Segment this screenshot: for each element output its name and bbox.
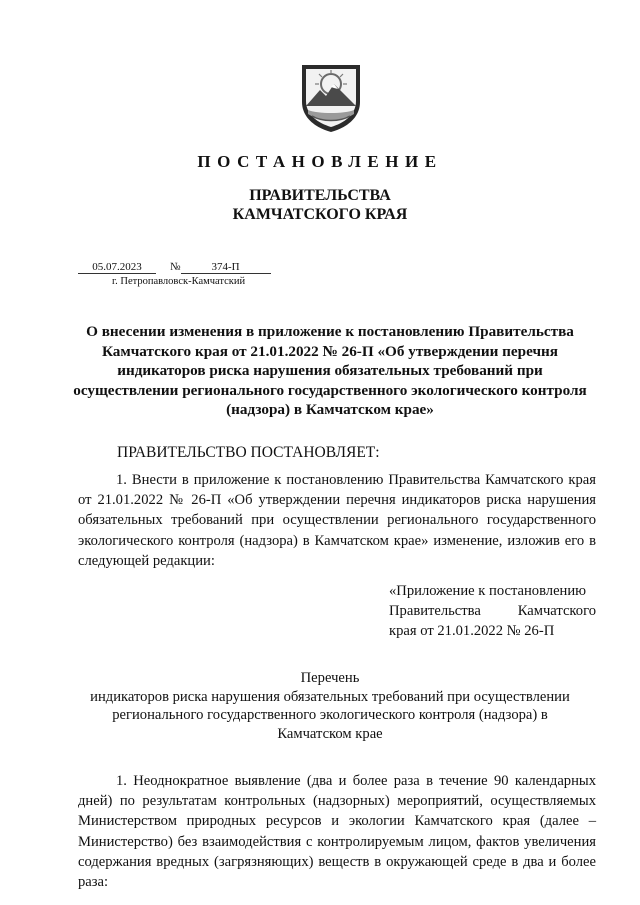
paragraph-2 <box>78 771 596 892</box>
issuer-line-2: КАМЧАТСКОГО КРАЯ <box>232 206 408 223</box>
title-line: индикаторов риска нарушения обязательных требований при <box>117 362 543 380</box>
document-type: ПОСТАНОВЛЕНИЕ <box>197 152 443 171</box>
paragraph-1 <box>78 470 596 571</box>
appendix-line-1: «Приложение к постановлению <box>389 583 587 599</box>
list-heading: Перечень <box>300 670 360 686</box>
registration-line <box>78 261 271 274</box>
title-line: Камчатского края от 21.01.2022 № 26-П «Об утверждении перечня <box>101 342 559 360</box>
issuer <box>0 186 640 224</box>
number-sign: № <box>170 261 181 273</box>
document-title <box>70 322 590 420</box>
list-title-line: индикаторов риска нарушения обязательных требований при осуществлении <box>90 688 570 705</box>
paragraph-2-text: 1. Неоднократное выявление (два и более раза в течение 90 календарных дней) по результатам контрольных (надзорных) мероприятий, осуществляемых Министерством природных ресурсов и экологии Камчатского края (далее – Министерство) без взаимодействия с контролируемым лицом, фактов увеличения содержания вредных (загрязняющих) веществ в окружающей среде в два и более раза: <box>78 773 596 891</box>
title-line: (надзора) в Камчатском крае» <box>226 401 434 419</box>
list-title-line: регионального государственного экологического контроля (надзора) в <box>112 707 548 724</box>
list-title <box>70 669 590 743</box>
document-number: 374-П <box>181 261 271 274</box>
kamchatka-coat-of-arms-icon <box>298 62 364 134</box>
issuer-line-1: ПРАВИТЕЛЬСТВА <box>249 187 391 204</box>
appendix-line-2-left: Правительства <box>389 603 481 620</box>
list-title-line: Камчатском крае <box>277 725 383 742</box>
document-date: 05.07.2023 <box>78 261 156 274</box>
appendix-line-2 <box>389 601 596 621</box>
title-line: осуществлении регионального государственного экологического контроля <box>73 381 587 399</box>
paragraph-1-text: 1. Внести в приложение к постановлению Правительства Камчатского края от 21.01.2022 № 26-П «Об утверждении перечня индикаторов риска нарушения обязательных требований при осуществлении регионального государственного экологического контроля (надзора) в Камчатском крае» изменение, изложив его в следующей редакции: <box>78 472 596 569</box>
preamble: ПРАВИТЕЛЬСТВО ПОСТАНОВЛЯЕТ: <box>117 444 380 461</box>
title-line: О внесении изменения в приложение к постановлению Правительства <box>86 323 574 340</box>
appendix-line-3: края от 21.01.2022 № 26-П <box>389 623 555 640</box>
appendix-line-2-right: Камчатского <box>517 603 596 620</box>
appendix-reference <box>389 581 596 642</box>
document-place: г. Петропавловск-Камчатский <box>112 276 246 287</box>
